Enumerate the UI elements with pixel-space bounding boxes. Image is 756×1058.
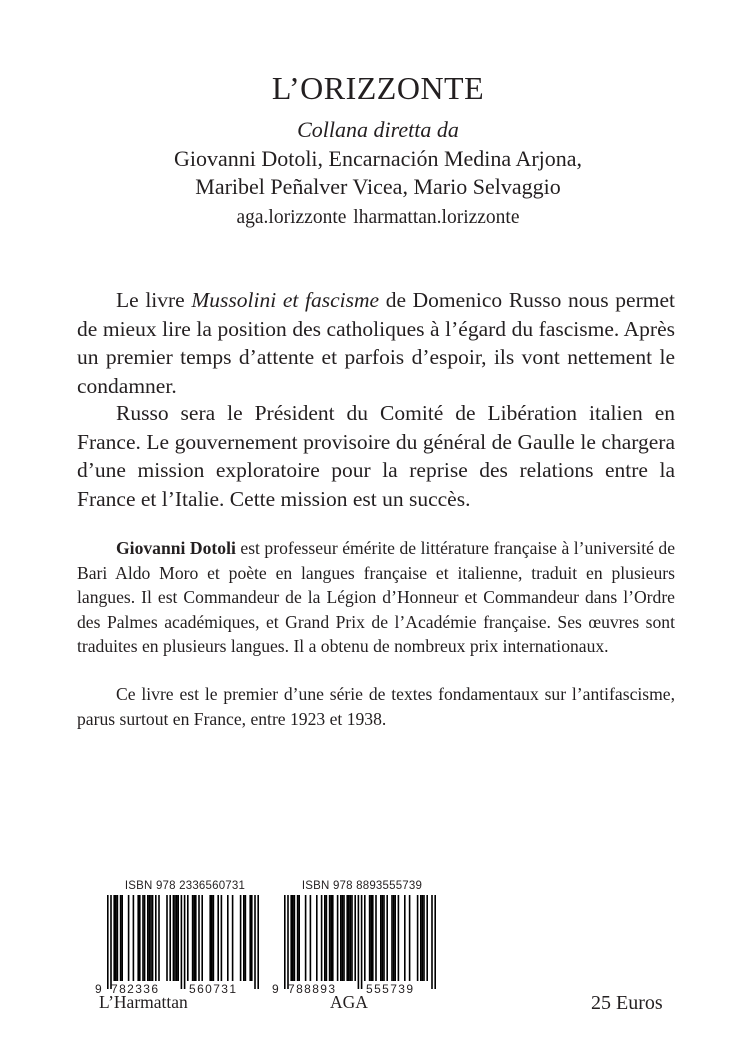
barcode-bar xyxy=(120,895,122,981)
social-handles: aga.lorizzonte lharmattan.lorizzonte xyxy=(236,207,520,228)
price: 25 Euros xyxy=(591,992,663,1014)
barcode-bar xyxy=(398,895,400,981)
barcode-bar xyxy=(404,895,406,981)
blurb-paragraph-2: Russo sera le Président du Comité de Libération italien en France. Le gouvernement provisoire du général de Gaulle le chargera d’une mission exploratoire pour la reprise des relations entre la France et l’Italie. Cette mission est un succès. xyxy=(77,401,675,511)
barcode-bar xyxy=(409,895,411,981)
barcode-bar xyxy=(292,895,294,981)
barcode-bar xyxy=(232,895,234,981)
blurb-text-1b: de Domenico Russo nous permet de mieux lire la position des catholiques à l’égard du fascisme. Après un premier temps d’attente et parfois d’espoir, ils vont nettement le condamner. xyxy=(77,288,676,398)
barcode-bar xyxy=(297,895,299,981)
barcode-bar xyxy=(361,895,363,989)
author-name: Giovanni Dotoli xyxy=(116,538,236,558)
barcode-bar xyxy=(201,895,203,981)
barcode-bar xyxy=(254,895,256,989)
barcode-bar xyxy=(147,895,149,981)
barcode-bar xyxy=(137,895,139,981)
barcode-bar xyxy=(423,895,425,981)
barcode-image xyxy=(274,895,444,995)
barcode-bar xyxy=(298,895,300,981)
barcode-block-aga xyxy=(274,880,444,1013)
publisher-name: AGA xyxy=(330,992,368,1012)
isbn-label: ISBN 978 2336560731 xyxy=(124,880,246,892)
barcode-bar xyxy=(348,895,350,981)
barcode-bar xyxy=(321,895,323,981)
barcode-bar xyxy=(217,895,219,981)
barcode-digits-left: 788893 xyxy=(288,982,337,996)
barcode-bar xyxy=(383,895,385,981)
book-title: Mussolini et fascisme xyxy=(191,288,380,312)
barcode-bar xyxy=(305,895,307,981)
barcode-bar xyxy=(257,895,259,989)
author-bio-paragraph xyxy=(77,536,675,659)
barcode-bar xyxy=(240,895,242,981)
barcode-bar xyxy=(393,895,395,981)
barcode-bar xyxy=(294,895,296,981)
author-bio-text: est professeur émérite de littérature française à l’université de Bari Aldo Moro et poète en langues française et italienne, traduit en plusieurs langues. Il est Commandeur de la Légion d’Honneur et Commandeur dans l’Ordre des Palmes académiques, et Grand Prix de l’Académie française. Ses œuvres sont traduites en plusieurs langues. Il a obtenu de nombreux prix internationaux. xyxy=(77,538,675,656)
barcode-bar xyxy=(434,895,436,989)
barcode-digits-right: 560731 xyxy=(189,982,238,996)
barcode-bar xyxy=(426,895,428,981)
barcode-bar xyxy=(181,895,183,989)
barcode-bar xyxy=(113,895,115,981)
barcode-bar xyxy=(176,895,178,981)
barcode-bar xyxy=(121,895,123,981)
barcode-bar xyxy=(155,895,157,981)
barcode-bar xyxy=(150,895,152,981)
barcode-bar xyxy=(195,895,197,981)
barcode-bar xyxy=(431,895,433,989)
series-editors-line-1: Giovanni Dotoli, Encarnación Medina Arjona, xyxy=(173,146,583,171)
barcode-bar xyxy=(169,895,171,981)
barcode-bar xyxy=(358,895,360,989)
barcode-bar xyxy=(211,895,213,981)
barcode-digits-left: 782336 xyxy=(111,982,160,996)
barcode-bar xyxy=(227,895,229,981)
barcode-bar xyxy=(330,895,332,981)
barcode-bar xyxy=(342,895,344,981)
barcode-bars xyxy=(97,895,267,995)
barcode-bar xyxy=(221,895,223,981)
barcode-bar xyxy=(332,895,334,981)
barcode-bar xyxy=(380,895,382,981)
barcode-digits-right: 555739 xyxy=(366,982,415,996)
barcode-digit-first: 9 xyxy=(272,982,281,996)
barcode-bar xyxy=(422,895,424,981)
isbn-label: ISBN 978 8893555739 xyxy=(301,880,423,892)
barcode-bar xyxy=(391,895,393,981)
barcode-block-lharmattan xyxy=(97,880,267,1013)
barcode-bar xyxy=(245,895,247,981)
barcode-bar xyxy=(370,895,372,981)
publisher-name: L’Harmattan xyxy=(99,992,188,1012)
barcode-bar xyxy=(144,895,146,981)
barcode-bar xyxy=(354,895,356,981)
barcode-bar xyxy=(192,895,194,981)
barcode-bar xyxy=(198,895,200,981)
barcode-bar xyxy=(149,895,151,981)
barcode-bar xyxy=(177,895,179,981)
barcode-bar xyxy=(394,895,396,981)
blurb-text-1a: Le livre xyxy=(116,288,192,312)
barcode-bar xyxy=(369,895,371,981)
barcode-bar xyxy=(152,895,154,981)
barcode-bar xyxy=(326,895,328,981)
barcode-image xyxy=(97,895,267,995)
barcode-bar xyxy=(193,895,195,981)
barcode-bar xyxy=(139,895,141,981)
barcode-bar xyxy=(187,895,189,981)
barcode-bar xyxy=(158,895,160,981)
series-editors-line-2: Maribel Peñalver Vicea, Mario Selvaggio xyxy=(195,174,561,199)
barcode-bar xyxy=(290,895,292,981)
barcode-bar xyxy=(316,895,318,981)
barcode-bar xyxy=(375,895,377,981)
barcode-bar xyxy=(310,895,312,981)
barcode-bars xyxy=(274,895,444,995)
barcode-bar xyxy=(287,895,289,989)
barcode-bar xyxy=(133,895,135,981)
barcode-bar xyxy=(340,895,342,981)
barcode-bar xyxy=(346,895,348,981)
blurb-paragraph-1 xyxy=(77,286,675,400)
barcode-bar xyxy=(329,895,331,981)
barcode-bar xyxy=(107,895,109,989)
barcode-bar xyxy=(324,895,326,981)
barcode-bar xyxy=(249,895,251,981)
barcode-bar xyxy=(284,895,286,989)
barcode-bar xyxy=(372,895,374,981)
series-directed-by: Collana diretta da xyxy=(297,117,459,142)
barcode-bar xyxy=(243,895,245,981)
series-title: L’ORIZZONTE xyxy=(271,70,485,106)
barcode-bar xyxy=(386,895,388,981)
series-note-paragraph: Ce livre est le premier d’une série de textes fondamentaux sur l’antifascisme, parus surtout en France, entre 1923 et 1938. xyxy=(77,684,675,729)
barcode-bar xyxy=(251,895,253,981)
barcode-bar xyxy=(343,895,345,981)
barcode-bar xyxy=(213,895,215,981)
barcode-bar xyxy=(417,895,419,981)
barcode-bar xyxy=(420,895,422,981)
barcode-bar xyxy=(173,895,175,981)
barcode-bar xyxy=(364,895,366,981)
barcode-bar xyxy=(351,895,353,981)
barcode-bar xyxy=(174,895,176,981)
barcode-digit-first: 9 xyxy=(95,982,104,996)
barcode-bar xyxy=(382,895,384,981)
barcode-bar xyxy=(142,895,144,981)
barcode-bar xyxy=(337,895,339,981)
barcode-bar xyxy=(128,895,130,981)
barcode-bar xyxy=(117,895,119,981)
barcode-bar xyxy=(115,895,117,981)
barcode-bar xyxy=(110,895,112,989)
barcode-bar xyxy=(209,895,211,981)
barcode-bar xyxy=(166,895,168,981)
barcode-bar xyxy=(350,895,352,981)
barcode-bar xyxy=(184,895,186,989)
